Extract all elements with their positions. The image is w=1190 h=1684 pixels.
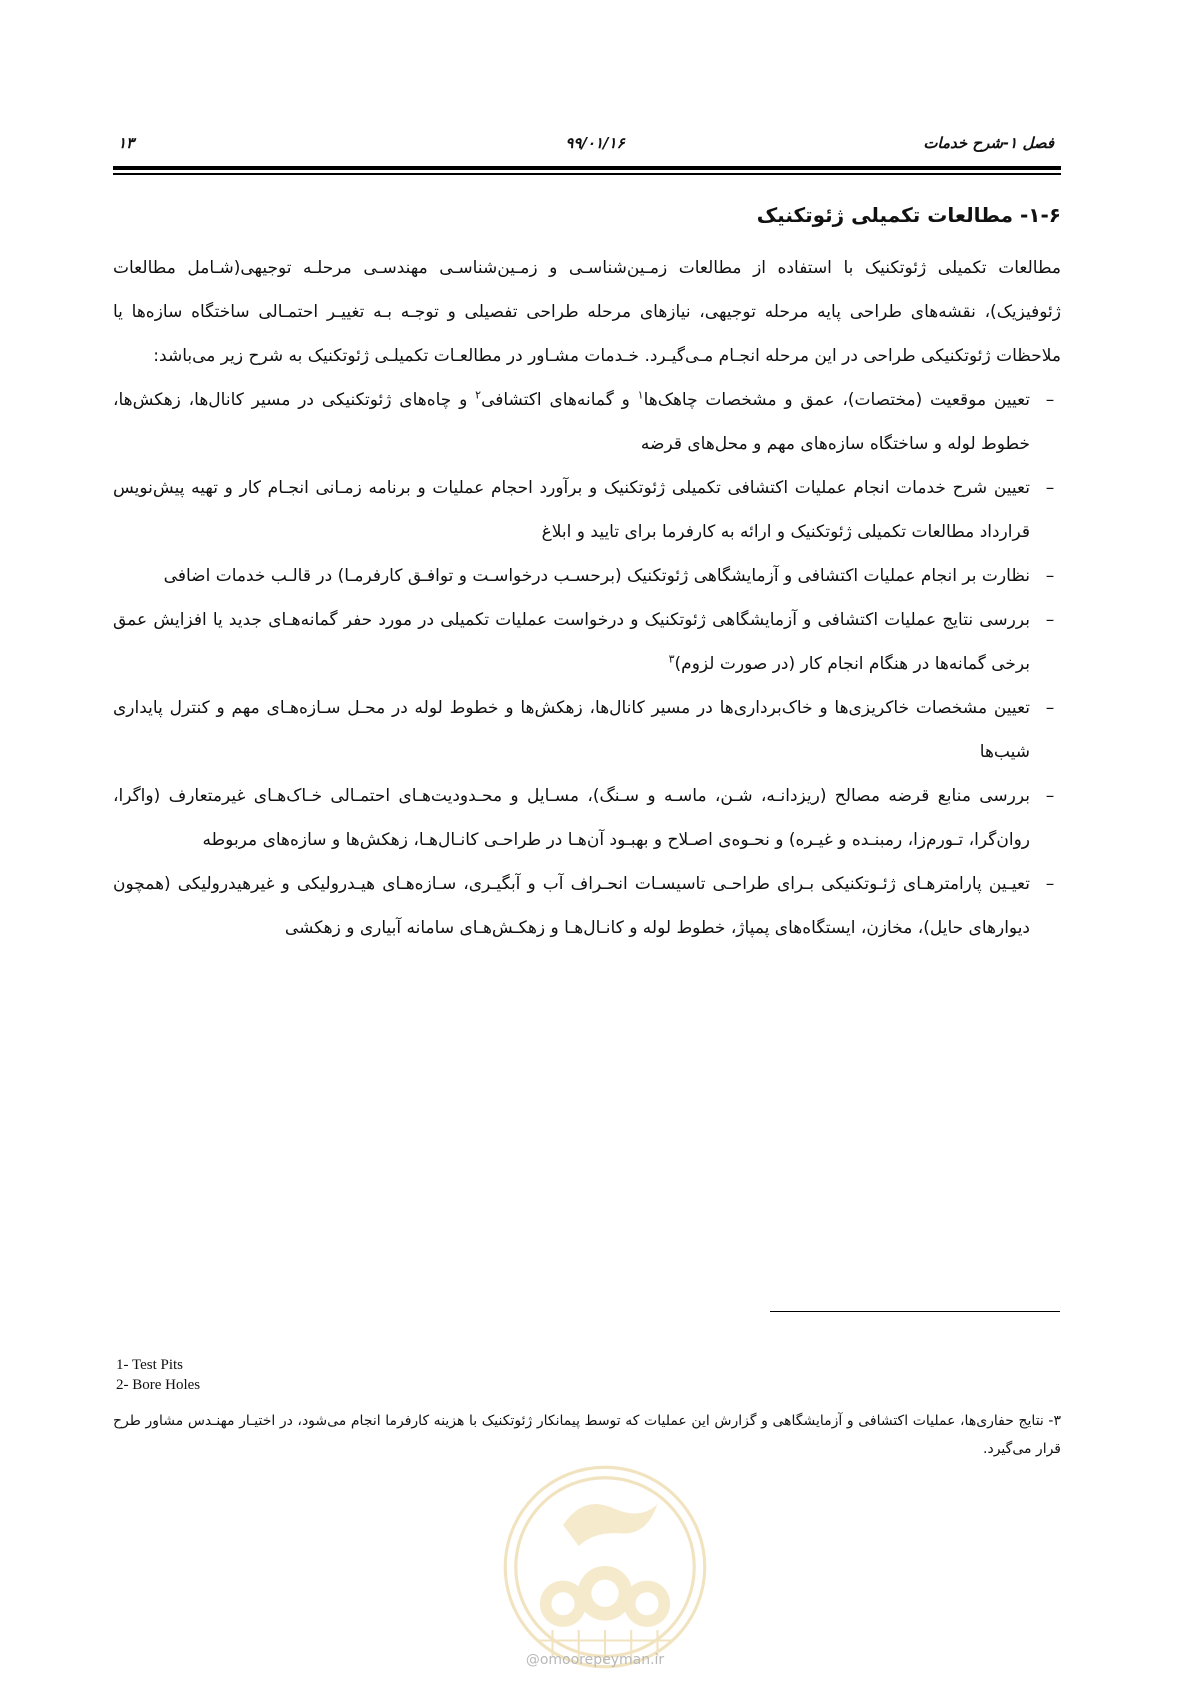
footnote-separator: [770, 1311, 1060, 1312]
footnote-ref: ۱: [637, 388, 644, 402]
footnote-3: ۳- نتایج حفاری‌ها، عملیات اکتشافی و آزمایشگاهی و گزارش این عملیات که توسط پیمانکار ژئوتکنیک با هزینه کارفرما انجام می‌شود، در اختیـار مهنـدس مشاور طرح قرار می‌گیرد.: [113, 1413, 1061, 1457]
document-date: ۹۹/۰۱/۱۶: [565, 134, 625, 152]
footnote-2: 2- Bore Holes: [116, 1377, 201, 1393]
list-item: [113, 554, 1061, 598]
list-item-text: و گمانه‌های اکتشافی: [481, 390, 638, 410]
intro-paragraph: مطالعات تکمیلی ژئوتکنیک با استفاده از مطالعات زمـین‌شناسـی و زمـین‌شناسـی مهندسـی مرحلـه توجیهی(شـامل مطالعات ژئوفیزیک)، نقشه‌های طراحی پایه مرحله توجیهی، نیازهای مرحله طراحی تفصیلی و توجـه بـه تغییـر احتمـالی ساختگاه سازه‌ها یا ملاحظات ژئوتکنیکی طراحی در این مرحله انجـام مـی‌گیـرد. خـدمات مشـاور در مطالعـات تکمیلـی ژئوتکنیک به شرح زیر می‌باشد:: [113, 258, 1061, 366]
list-item: [113, 686, 1061, 774]
header-rule-thick: [113, 166, 1061, 170]
header-rule-thin: [113, 173, 1061, 175]
list-item-text: تعیـین پارامترهـای ژئـوتکنیکی بـرای طراحـی تاسیسـات انحـراف آب و آبگیـری، سـازه‌هـای هیـدرولیکی و غیرهیدرولیکی (همچون دیوارهای حایل)، مخازن، ایستگاه‌های پمپاژ، خطوط لوله و کانـال‌هـا و زهکـش‌هـای سامانه آبیاری و زهکشی: [113, 874, 1030, 938]
bullet-dash: –: [1045, 610, 1055, 630]
page-number: ۱۳: [118, 134, 135, 152]
watermark-seal-icon: [500, 1462, 710, 1672]
section-heading: ۱-۶- مطالعات تکمیلی ژئوتکنیک: [756, 203, 1061, 227]
list-item: [113, 598, 1061, 686]
chapter-title: فصل ۱-شرح خدمات: [923, 134, 1054, 152]
footnote-ref: ۲: [475, 388, 482, 402]
list-item: [113, 774, 1061, 862]
list-item: [113, 466, 1061, 554]
list-item-text: نظارت بر انجام عملیات اکتشافی و آزمایشگاهی ژئوتکنیک (برحسـب درخواسـت و توافـق کارفرمـا) در قالـب خدمات اضافی: [163, 566, 1030, 586]
main-content: [113, 200, 1061, 950]
list-item-text: بررسی منابع قرضه مصالح (ریزدانـه، شـن، ماسـه و سـنگ)، مسـایل و محـدودیت‌هـای احتمـالی خـاک‌هـای غیرمتعارف (واگرا، روان‌گرا، تـورم‌زا، رمبنـده و غیـره) و نحـوه‌ی اصـلاح و بهبـود آن‌هـا در طراحـی کانـال‌هـا، زهکش‌ها و سازه‌های مربوطه: [113, 786, 1030, 850]
bullet-dash: –: [1045, 566, 1055, 586]
footnote-ref: ۳: [668, 652, 675, 666]
bullet-dash: –: [1045, 390, 1055, 410]
list-item: [113, 862, 1061, 950]
bullet-dash: –: [1045, 698, 1055, 718]
list-item-text: تعیین مشخصات خاکریزی‌ها و خاک‌برداری‌ها در مسیر کانال‌ها، زهکش‌ها و خطوط لوله در محـل سـازه‌هـای مهم و کنترل پایداری شیب‌ها: [113, 698, 1030, 762]
bullet-dash: –: [1045, 478, 1055, 498]
services-list: [113, 378, 1061, 950]
bullet-dash: –: [1045, 786, 1055, 806]
list-item-text: تعیین شرح خدمات انجام عملیات اکتشافی تکمیلی ژئوتکنیک و برآورد احجام عملیات و برنامه زمـانی انجـام کار و تهیه پیش‌نویس قرارداد مطالعات تکمیلی ژئوتکنیک و ارائه به کارفرما برای تایید و ابلاغ: [113, 478, 1030, 542]
list-item-text: و چاه‌های ژئوتکنیکی در مسیر کانال‌ها، زهکش‌ها، خطوط لوله و ساختگاه سازه‌های مهم و محل‌های قرضه: [113, 390, 1030, 454]
list-item-text: بررسی نتایج عملیات اکتشافی و آزمایشگاهی ژئوتکنیک و درخواست عملیات تکمیلی در مورد حفر گمانه‌هـای جدید یا افزایش عمق برخی گمانه‌ها در هنگام انجام کار (در صورت لزوم): [113, 610, 1030, 674]
list-item: [113, 378, 1061, 466]
bullet-dash: –: [1045, 874, 1055, 894]
watermark-site: @omoorepeyman.ir: [525, 1652, 665, 1668]
footnote-1: 1- Test Pits: [116, 1357, 184, 1373]
list-item-text: تعیین موقعیت (مختصات)، عمق و مشخصات چاهک‌ها: [643, 390, 1031, 410]
